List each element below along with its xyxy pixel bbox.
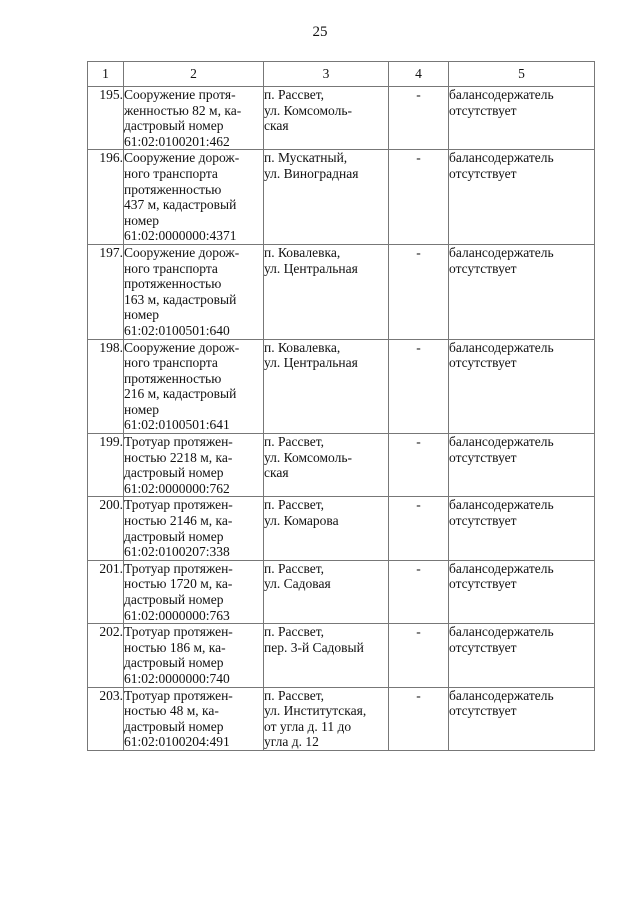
header-cell-1: 1 bbox=[88, 62, 124, 87]
object-name-line: ностью 2218 м, ка- bbox=[124, 449, 233, 465]
balance-holder-line: отсутствует bbox=[449, 102, 517, 118]
object-address-line: п. Мускатный, bbox=[264, 150, 348, 166]
object-address-line: п. Рассвет, bbox=[264, 687, 325, 703]
table-body bbox=[88, 87, 595, 751]
table-row bbox=[88, 497, 595, 560]
object-name-line: 61:02:0000000:740 bbox=[124, 670, 230, 686]
balance-holder-line: балансодержатель bbox=[449, 624, 554, 640]
object-name-line: Тротуар протяжен- bbox=[124, 434, 233, 450]
balance-holder-line: балансодержатель bbox=[449, 339, 554, 355]
object-address-line: п. Рассвет, bbox=[264, 624, 325, 640]
column-4-value: - bbox=[389, 687, 449, 750]
header-cell-2: 2 bbox=[124, 62, 264, 87]
page-number: 25 bbox=[312, 24, 328, 40]
object-name-line: 61:02:0100204:491 bbox=[124, 734, 230, 750]
object-name-line: Тротуар протяжен- bbox=[124, 687, 233, 703]
object-name bbox=[124, 434, 264, 497]
column-4-value: - bbox=[389, 150, 449, 245]
object-name bbox=[124, 244, 264, 339]
balance-holder-line: балансодержатель bbox=[449, 497, 554, 513]
object-name-line: протяженностью bbox=[124, 370, 222, 386]
object-name-line: протяженностью bbox=[124, 276, 222, 292]
object-name-line: дастровый номер bbox=[124, 118, 224, 134]
object-name bbox=[124, 150, 264, 245]
balance-holder-line: отсутствует bbox=[449, 513, 517, 529]
object-name-line: ностью 186 м, ка- bbox=[124, 639, 226, 655]
object-name-line: ного транспорта bbox=[124, 355, 218, 371]
balance-holder-line: отсутствует bbox=[449, 165, 517, 181]
object-name-line: номер bbox=[124, 212, 160, 228]
object-address-line: п. Рассвет, bbox=[264, 434, 325, 450]
object-name-line: дастровый номер bbox=[124, 528, 224, 544]
object-address bbox=[264, 244, 389, 339]
object-name-line: ного транспорта bbox=[124, 165, 218, 181]
object-address-line: ул. Виноградная bbox=[264, 165, 359, 181]
object-name bbox=[124, 687, 264, 750]
balance-holder bbox=[449, 624, 595, 687]
object-address-line: ул. Комсомоль- bbox=[264, 102, 353, 118]
table-row bbox=[88, 244, 595, 339]
object-name-line: 216 м, кадастровый bbox=[124, 386, 237, 402]
object-name-line: Сооружение дорож- bbox=[124, 244, 240, 260]
object-name-line: 61:02:0100201:462 bbox=[124, 133, 230, 149]
object-name-line: 61:02:0100501:640 bbox=[124, 322, 230, 338]
column-4-value: - bbox=[389, 434, 449, 497]
header-cell-4: 4 bbox=[389, 62, 449, 87]
object-name-line: 163 м, кадастровый bbox=[124, 291, 237, 307]
object-address-line: ул. Центральная bbox=[264, 260, 358, 276]
table-row bbox=[88, 150, 595, 245]
table-row bbox=[88, 87, 595, 150]
object-address-line: ул. Центральная bbox=[264, 355, 358, 371]
object-name-line: 61:02:0000000:763 bbox=[124, 607, 230, 623]
object-address-line: п. Ковалевка, bbox=[264, 339, 341, 355]
object-name-line: 61:02:0100207:338 bbox=[124, 544, 230, 560]
object-address-line: п. Ковалевка, bbox=[264, 244, 341, 260]
object-address bbox=[264, 687, 389, 750]
table-row bbox=[88, 624, 595, 687]
object-address-line: п. Рассвет, bbox=[264, 87, 325, 102]
balance-holder-line: балансодержатель bbox=[449, 560, 554, 576]
balance-holder bbox=[449, 150, 595, 245]
balance-holder-line: отсутствует bbox=[449, 449, 517, 465]
balance-holder bbox=[449, 560, 595, 623]
object-address-line: ул. Комсомоль- bbox=[264, 449, 353, 465]
object-address bbox=[264, 150, 389, 245]
balance-holder bbox=[449, 434, 595, 497]
balance-holder-line: балансодержатель bbox=[449, 87, 554, 102]
column-4-value: - bbox=[389, 497, 449, 560]
table-row bbox=[88, 434, 595, 497]
header-row bbox=[88, 62, 595, 87]
object-name bbox=[124, 560, 264, 623]
property-table bbox=[87, 61, 595, 751]
column-4-value: - bbox=[389, 560, 449, 623]
balance-holder bbox=[449, 87, 595, 150]
row-number: 198. bbox=[88, 339, 124, 434]
table-row bbox=[88, 687, 595, 750]
balance-holder bbox=[449, 497, 595, 560]
row-number: 200. bbox=[88, 497, 124, 560]
object-address bbox=[264, 434, 389, 497]
balance-holder-line: балансодержатель bbox=[449, 434, 554, 450]
balance-holder-line: отсутствует bbox=[449, 576, 517, 592]
object-name-line: Тротуар протяжен- bbox=[124, 624, 233, 640]
balance-holder bbox=[449, 687, 595, 750]
object-address-line: от угла д. 11 до bbox=[264, 718, 352, 734]
row-number: 203. bbox=[88, 687, 124, 750]
balance-holder-line: балансодержатель bbox=[449, 244, 554, 260]
object-name-line: 437 м, кадастровый bbox=[124, 197, 237, 213]
object-name-line: ного транспорта bbox=[124, 260, 218, 276]
balance-holder bbox=[449, 339, 595, 434]
object-address-line: п. Рассвет, bbox=[264, 560, 325, 576]
object-name-line: Сооружение дорож- bbox=[124, 150, 240, 166]
object-name-line: ностью 48 м, ка- bbox=[124, 703, 219, 719]
object-name-line: ностью 2146 м, ка- bbox=[124, 513, 233, 529]
header-cell-3: 3 bbox=[264, 62, 389, 87]
balance-holder-line: отсутствует bbox=[449, 260, 517, 276]
table-row bbox=[88, 339, 595, 434]
balance-holder-line: балансодержатель bbox=[449, 150, 554, 166]
column-4-value: - bbox=[389, 87, 449, 150]
object-name-line: Сооружение протя- bbox=[124, 87, 236, 102]
object-address bbox=[264, 497, 389, 560]
object-address bbox=[264, 624, 389, 687]
column-4-value: - bbox=[389, 624, 449, 687]
table-row bbox=[88, 560, 595, 623]
balance-holder-line: отсутствует bbox=[449, 639, 517, 655]
object-name-line: дастровый номер bbox=[124, 718, 224, 734]
row-number: 199. bbox=[88, 434, 124, 497]
object-name bbox=[124, 497, 264, 560]
header-cell-5: 5 bbox=[449, 62, 595, 87]
balance-holder-line: отсутствует bbox=[449, 355, 517, 371]
object-address-line: ул. Институтская, bbox=[264, 703, 367, 719]
row-number: 202. bbox=[88, 624, 124, 687]
column-4-value: - bbox=[389, 244, 449, 339]
balance-holder bbox=[449, 244, 595, 339]
row-number: 196. bbox=[88, 150, 124, 245]
object-name-line: Сооружение дорож- bbox=[124, 339, 240, 355]
object-name bbox=[124, 624, 264, 687]
object-address bbox=[264, 339, 389, 434]
object-address-line: ская bbox=[264, 118, 289, 134]
object-address-line: п. Рассвет, bbox=[264, 497, 325, 513]
object-address-line: ул. Комарова bbox=[264, 513, 339, 529]
object-address-line: ул. Садовая bbox=[264, 576, 331, 592]
object-name bbox=[124, 87, 264, 150]
object-name-line: Тротуар протяжен- bbox=[124, 560, 233, 576]
object-address bbox=[264, 87, 389, 150]
object-name-line: 61:02:0100501:641 bbox=[124, 417, 230, 433]
object-name-line: 61:02:0000000:762 bbox=[124, 480, 230, 496]
row-number: 195. bbox=[88, 87, 124, 150]
object-name bbox=[124, 339, 264, 434]
row-number: 201. bbox=[88, 560, 124, 623]
object-name-line: дастровый номер bbox=[124, 655, 224, 671]
object-name-line: женностью 82 м, ка- bbox=[124, 102, 242, 118]
object-name-line: 61:02:0000000:4371 bbox=[124, 228, 237, 244]
object-address-line: ская bbox=[264, 465, 289, 481]
object-name-line: дастровый номер bbox=[124, 592, 224, 607]
row-number: 197. bbox=[88, 244, 124, 339]
object-name-line: Тротуар протяжен- bbox=[124, 497, 233, 513]
balance-holder-line: отсутствует bbox=[449, 703, 517, 719]
object-name-line: номер bbox=[124, 307, 160, 323]
object-address bbox=[264, 560, 389, 623]
object-address-line: пер. 3-й Садовый bbox=[264, 639, 364, 655]
object-name-line: номер bbox=[124, 401, 160, 417]
object-name-line: ностью 1720 м, ка- bbox=[124, 576, 233, 592]
object-name-line: протяженностью bbox=[124, 181, 222, 197]
balance-holder-line: балансодержатель bbox=[449, 687, 554, 703]
column-4-value: - bbox=[389, 339, 449, 434]
object-address-line: угла д. 12 bbox=[264, 734, 319, 750]
object-name-line: дастровый номер bbox=[124, 465, 224, 481]
